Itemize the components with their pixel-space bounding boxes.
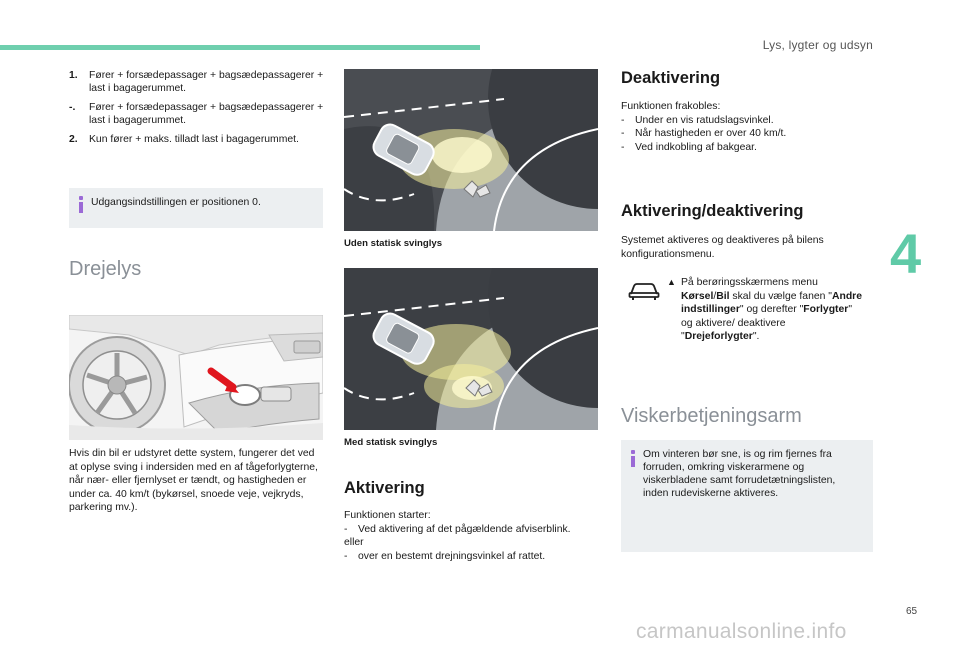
caption-without: Uden statisk svinglys (344, 238, 443, 249)
section-title-aktivering-deaktivering: Aktivering/deaktivering (621, 202, 804, 220)
section-title-drejelys: Drejelys (69, 258, 142, 280)
aktivering-text: Funktionen starter: - Ved aktivering af det pågældende afviserblink. eller - over en bestemt drejningsvinkel af rattet. (344, 510, 571, 562)
drejelys-description: Hvis din bil er udstyret dette system, fungerer det ved at oplyse sving i indersiden med en af tågeforlygterne, når nær- eller fjernlyset er tændt, og hastigheden er under ca. 40 km/t (bykørsel, snoede veje, vejkryds, parkering mv.). (69, 448, 318, 513)
step-arrow-icon: ▲ (667, 277, 676, 287)
watermark: carmanualsonline.info (636, 620, 847, 643)
header-accent-bar (0, 45, 480, 50)
section-title-aktivering: Aktivering (344, 479, 425, 497)
chapter-number: 4 (890, 222, 922, 285)
load-position-list (69, 69, 329, 152)
illustration-without-cornering-light (344, 69, 598, 231)
list-item: -. Fører + forsædepassager + bagsædepassagerer + last i bagagerummet. (69, 102, 324, 126)
car-icon (628, 281, 660, 306)
section-title-visker: Viskerbetjeningsarm (621, 405, 802, 427)
menu-step-instruction: ▲ På berøringsskærmens menu Kørsel/Bil skal du vælge fanen "Andre indstillinger" og derefter "Forlygter" og aktivere/ deaktivere "Drejeforlygter". (667, 277, 863, 342)
info-box-winter: Om vinteren bør sne, is og rim fjernes fra forruden, omkring viskerarmene og viskerbladene samt forrudetætningslisten, inden rudeviskerne aktiveres. (621, 440, 873, 552)
fog-light-photo (69, 315, 323, 440)
deaktivering-text: Funktionen frakobles: - Under en vis ratudslagsvinkel. - Når hastigheden er over 40 km/t. - Ved indkobling af bakgear. (621, 101, 787, 153)
info-icon (628, 450, 638, 466)
aktivering-deaktivering-intro: Systemet aktiveres og deaktiveres på bilens konfigurationsmenu. (621, 235, 824, 260)
section-title-deaktivering: Deaktivering (621, 69, 721, 87)
illustration-with-cornering-light (344, 268, 598, 430)
page-number: 65 (906, 606, 918, 617)
list-item: 2. Kun fører + maks. tilladt last i bagagerummet. (69, 134, 299, 145)
section-header: Lys, lygter og udsyn (762, 38, 873, 52)
info-icon (76, 196, 86, 212)
caption-with: Med statisk svinglys (344, 437, 438, 448)
info-box-initial-setting: Udgangsindstillingen er positionen 0. (69, 188, 323, 228)
list-item: 1. Fører + forsædepassager + bagsædepassagerer + last i bagagerummet. (69, 70, 324, 94)
